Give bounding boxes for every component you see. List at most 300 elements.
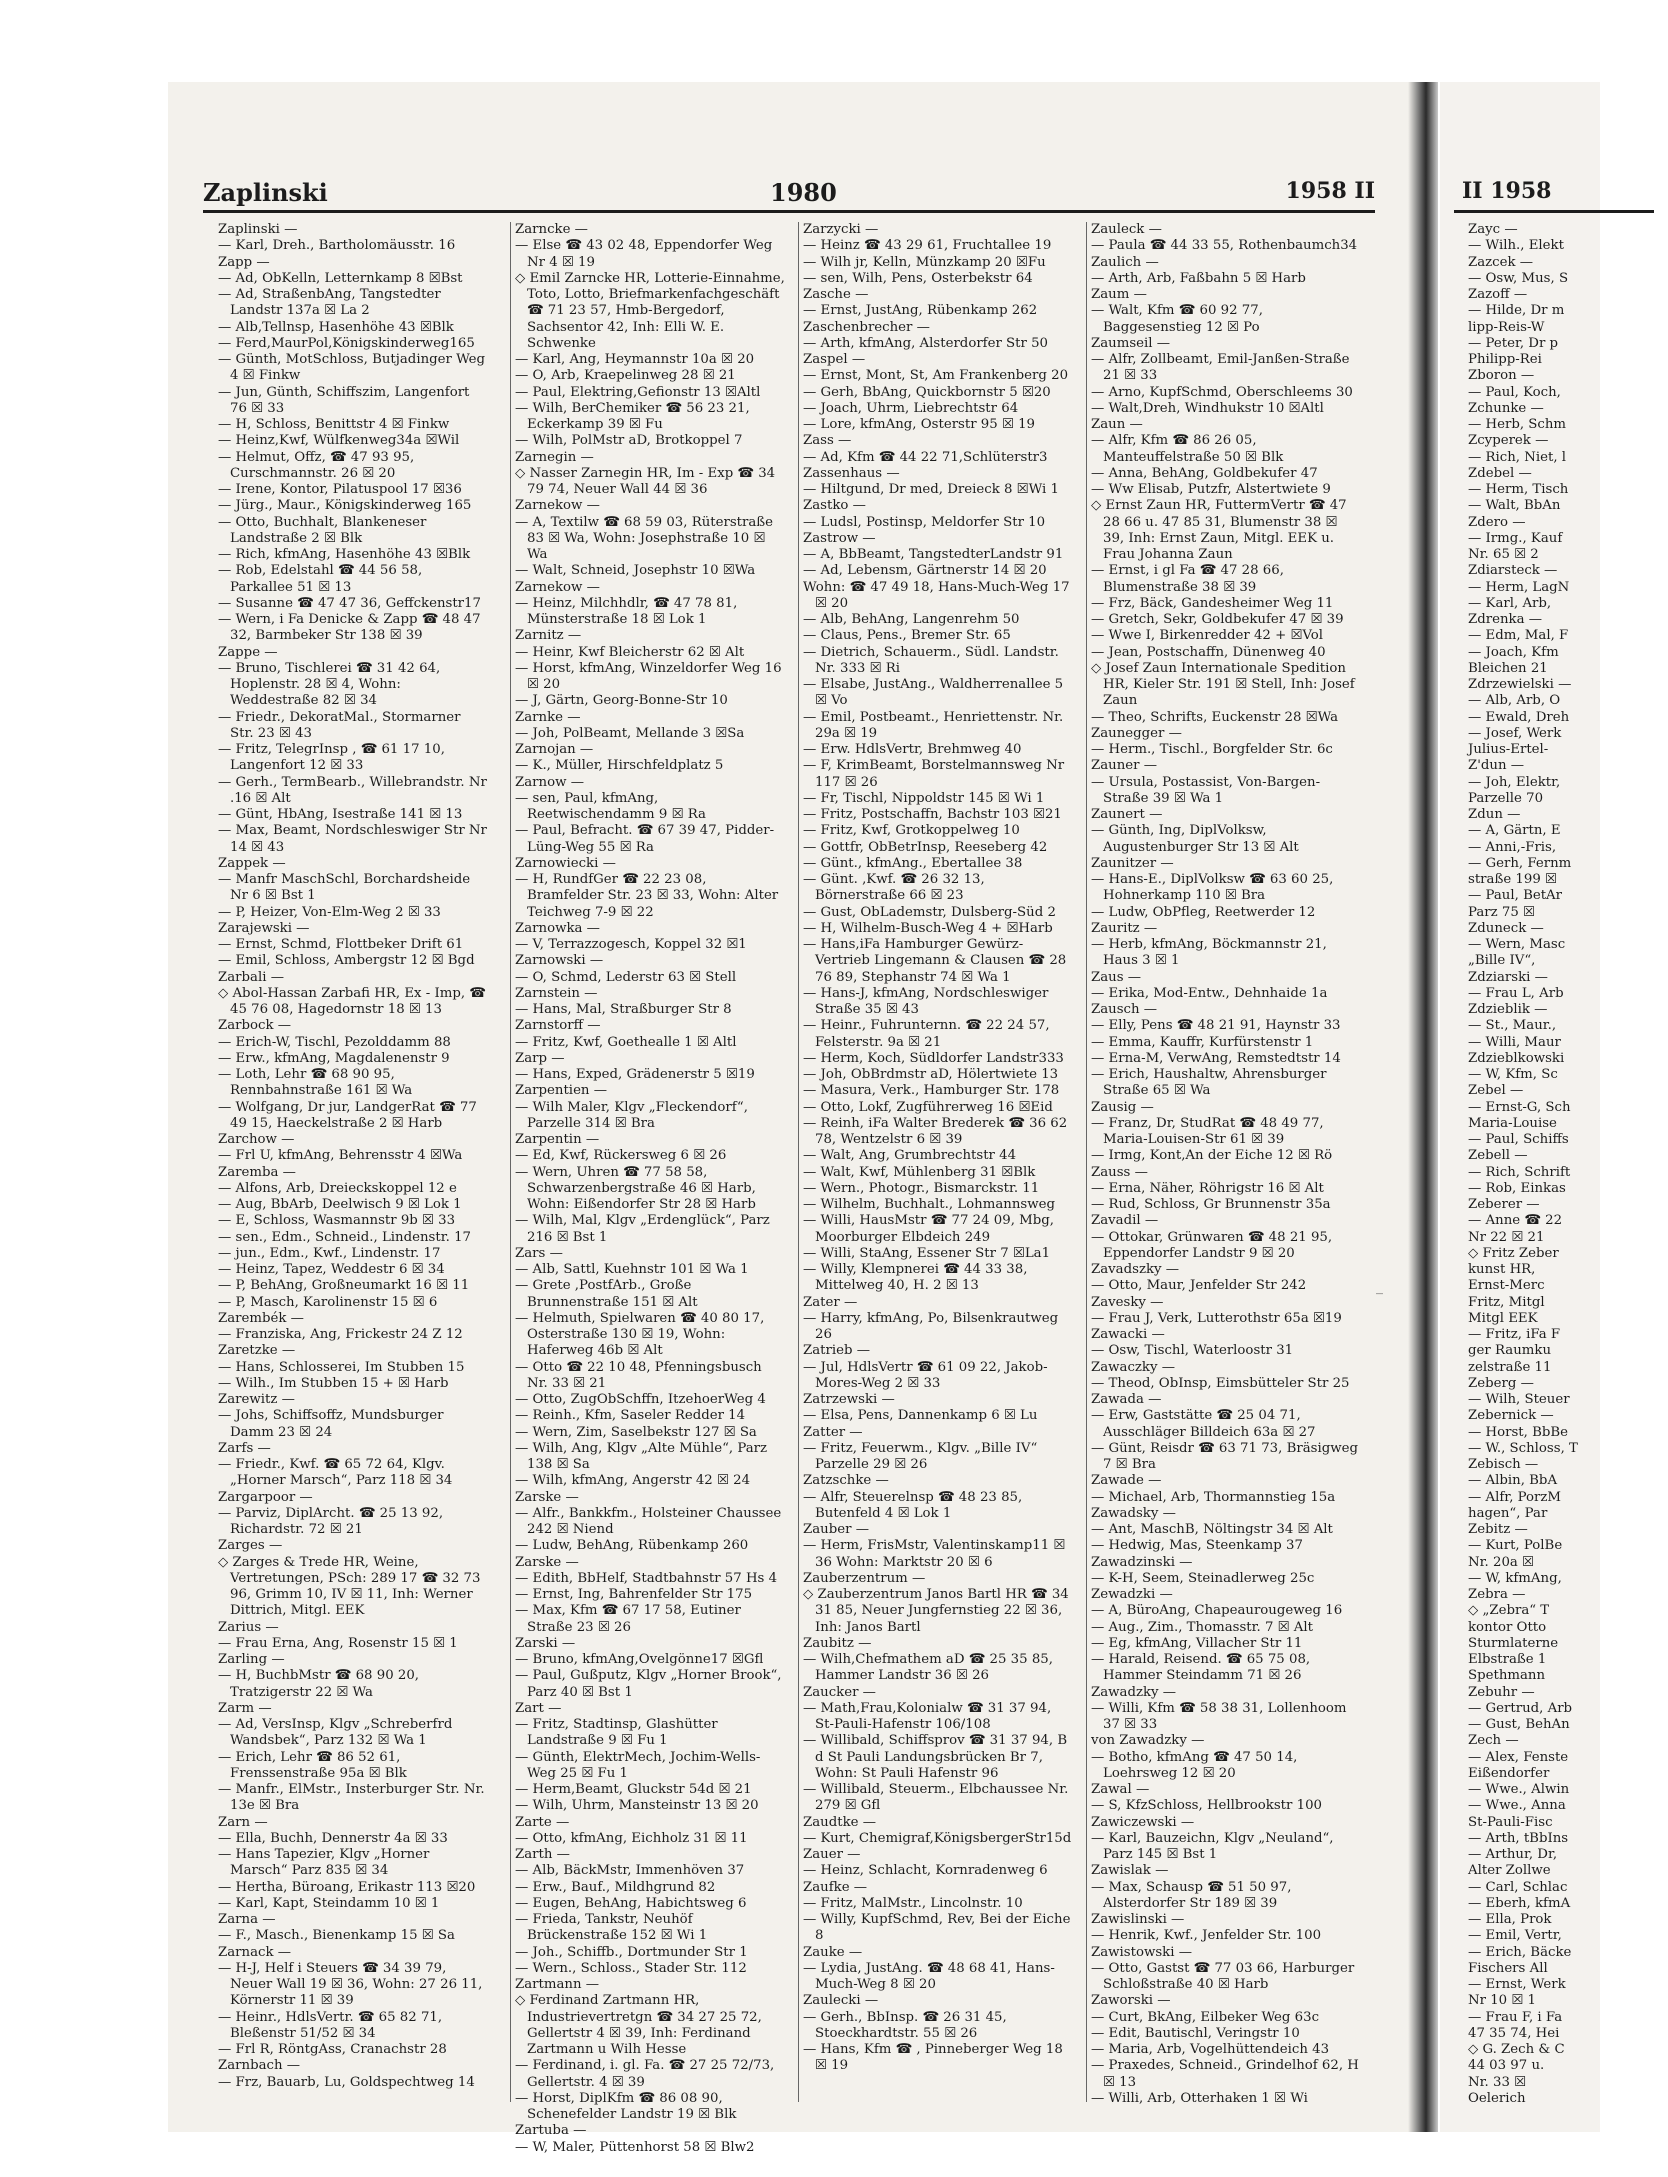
- directory-entry: — Wern., Schloss., Stader Str. 112: [515, 1960, 747, 1976]
- next-page-entry: St-Pauli-Fisc: [1468, 1814, 1553, 1830]
- directory-entry: Zauleck —: [1091, 222, 1162, 237]
- directory-entry: Zarewitz —: [218, 1392, 295, 1407]
- directory-entry: Zaretzke —: [218, 1343, 296, 1359]
- directory-entry: — Else ☎ 43 02 48, Eppendorfer Weg Nr 4 ☒ 19: [515, 238, 773, 270]
- directory-entry: — Arth, kfmAng, Alsterdorfer Str 50: [803, 335, 1049, 351]
- directory-entry: — Harald, Reisend. ☎ 65 75 08, Hammer Steindamm 71 ☒ 26: [1091, 1652, 1311, 1684]
- directory-entry: — Erich-W, Tischl, Pezolddamm 88: [218, 1034, 451, 1050]
- directory-entry: — Günth, Ing, DiplVolksw, Augustenburger Str 13 ☒ Alt: [1091, 823, 1299, 855]
- directory-entry: — Willibald, Steuerm., Elbchaussee Nr. 279 ☒ Gfl: [803, 1782, 1069, 1814]
- directory-entry: — Hans, Mal, Straßburger Str 8: [515, 1002, 732, 1017]
- directory-entry: — Emma, Kauffr, Kurfürstenstr 1: [1091, 1034, 1314, 1050]
- directory-entry: — Heinr., HdlsVertr. ☎ 65 82 71, Bleßenstr 51/52 ☒ 34: [218, 2009, 443, 2041]
- directory-entry: — O, Arb, Kraepelinweg 28 ☒ 21: [515, 368, 736, 384]
- directory-entry: — Willy, Klempnerei ☎ 44 33 38, Mittelweg 40, H. 2 ☒ 13: [803, 1262, 1028, 1294]
- directory-entry: — Friedr., DekoratMal., Stormarner Str. 23 ☒ 43: [218, 709, 461, 741]
- directory-entry: — Paul, Gußputz, Klgv „Horner Brook“, Parz 40 ☒ Bst 1: [515, 1668, 782, 1700]
- directory-entry: — Frz, Bauarb, Lu, Goldspechtweg 14: [218, 2074, 475, 2090]
- directory-entry: Zavadszky —: [1091, 1262, 1180, 1277]
- next-page-entry: — Anni,-Fris,: [1468, 839, 1557, 855]
- directory-entry: Zewadzki —: [1091, 1587, 1173, 1602]
- directory-entry: — Paul, Elektring,Gefionstr 13 ☒Altl: [515, 384, 761, 400]
- directory-entry: — Walt, Ang, Grumbrechtstr 44: [803, 1148, 1017, 1164]
- directory-entry: — Emil, Postbeamt., Henriettenstr. Nr. 29a ☒ 19: [803, 709, 1064, 741]
- header-first-name: Zaplinski: [203, 178, 328, 207]
- directory-entry: — Ella, Buchh, Dennerstr 4a ☒ 33: [218, 1830, 448, 1846]
- directory-entry: — Anna, BehAng, Goldbekufer 47: [1091, 465, 1318, 481]
- next-page-entry: Nr 22 ☒ 21: [1468, 1229, 1545, 1245]
- directory-entry: Zawislak —: [1091, 1863, 1169, 1879]
- directory-entry: — Reinh., Kfm, Saseler Redder 14: [515, 1408, 746, 1424]
- next-page-entry: — Albin, BbA: [1468, 1473, 1558, 1489]
- directory-entry: — Otto, kfmAng, Eichholz 31 ☒ 11: [515, 1830, 748, 1846]
- column-2: [510, 222, 785, 2155]
- directory-entry: — Emil, Schloss, Ambergstr 12 ☒ Bgd: [218, 953, 475, 969]
- directory-entry: — Wilh jr, Kelln, Münzkamp 20 ☒Fu: [803, 254, 1046, 270]
- directory-entry: — E, Schloss, Wasmannstr 9b ☒ 33: [218, 1213, 456, 1229]
- directory-entry: — Herm,Beamt, Gluckstr 54d ☒ 21: [515, 1782, 752, 1797]
- directory-entry: Zastrow —: [803, 530, 876, 546]
- next-page-entry: — Erich, Bäcke: [1468, 1944, 1572, 1960]
- next-page-entry: — W, kfmAng,: [1468, 1570, 1562, 1586]
- directory-entry: — O, Schmd, Lederstr 63 ☒ Stell: [515, 969, 737, 985]
- directory-entry: — P, BehAng, Großneumarkt 16 ☒ 11: [218, 1278, 470, 1294]
- next-page-entry: — Wern, Masc: [1468, 937, 1566, 952]
- directory-entry: — Lore, kfmAng, Osterstr 95 ☒ 19: [803, 417, 1036, 432]
- next-page-entry: hagen“, Par: [1468, 1505, 1548, 1521]
- next-page-entry: — Josef, Werk: [1468, 725, 1562, 741]
- directory-entry: — Arth, Arb, Faßbahn 5 ☒ Harb: [1091, 270, 1306, 286]
- directory-entry: — Otto ☎ 22 10 48, Pfenningsbusch Nr. 33 ☒ 21: [515, 1359, 762, 1391]
- directory-entry: Zater —: [803, 1294, 858, 1310]
- directory-entry: Zausch —: [1091, 1002, 1158, 1017]
- directory-entry: — Wilh, BerChemiker ☎ 56 23 21, Eckerkamp 39 ☒ Fu: [515, 400, 750, 432]
- directory-entry: — Masura, Verk., Hamburger Str. 178: [803, 1083, 1060, 1099]
- directory-entry: Zawade —: [1091, 1473, 1162, 1489]
- next-page-entry: Maria-Louise: [1468, 1115, 1557, 1131]
- next-page-entry: ◇ „Zebra“ T: [1468, 1603, 1550, 1619]
- directory-entry: — Ferd,MaurPol,Königskinderweg165: [218, 335, 475, 351]
- directory-entry: — H, Wilhelm-Busch-Weg 4 + ☒Harb: [803, 920, 1053, 936]
- directory-entry: — Eg, kfmAng, Villacher Str 11: [1091, 1635, 1303, 1651]
- directory-entry: Zass —: [803, 433, 852, 449]
- directory-entry: — A, BüroAng, Chapeaurougeweg 16: [1091, 1603, 1343, 1619]
- next-page-entry: — Ewald, Dreh: [1468, 709, 1570, 725]
- directory-entry: — Curt, BkAng, Eilbeker Weg 63c: [1091, 2009, 1320, 2025]
- next-page-entry: — Joach, Kfm: [1468, 644, 1559, 660]
- next-page-entry: — Edm, Mal, F: [1468, 628, 1569, 644]
- next-page-entry: ger Raumku: [1468, 1343, 1552, 1359]
- directory-entry: — Wilh., Im Stubben 15 + ☒ Harb: [218, 1375, 449, 1391]
- next-page-entry: Zdun —: [1468, 807, 1521, 822]
- directory-entry: Zawadsky —: [1091, 1505, 1176, 1521]
- next-page-entry: Zdero —: [1468, 514, 1526, 530]
- next-page-entry: — Osw, Mus, S: [1468, 270, 1569, 286]
- directory-entry: — Karl, Kapt, Steindamm 10 ☒ 1: [218, 1895, 440, 1911]
- next-page-entry: Zebra —: [1468, 1587, 1526, 1602]
- next-page-entry: — Fritz, iFa F: [1468, 1327, 1561, 1342]
- directory-entry: Zarnack —: [218, 1944, 292, 1960]
- directory-entry: Zaschenbrecher —: [803, 319, 930, 335]
- directory-entry: Zaun —: [1091, 417, 1143, 432]
- directory-entry: — Gust, ObLademstr, Dulsberg-Süd 2: [803, 904, 1056, 920]
- next-page-entry: — W., Schloss, T: [1468, 1440, 1578, 1456]
- directory-entry: — Jun, Günth, Schiffszim, Langenfort 76 ☒ 33: [218, 384, 470, 416]
- directory-entry: Zausig —: [1091, 1099, 1154, 1115]
- directory-entry: Zastko —: [803, 498, 866, 514]
- directory-entry: — Hedwig, Mas, Steenkamp 37: [1091, 1538, 1303, 1554]
- directory-entry: — Wern., Photogr., Bismarckstr. 11: [803, 1180, 1040, 1196]
- directory-entry: — K-H, Seem, Steinadlerweg 25c: [1091, 1570, 1315, 1586]
- directory-entry: — K., Müller, Hirschfeldplatz 5: [515, 758, 724, 774]
- directory-entry: — Erna, Näher, Röhrigstr 16 ☒ Alt: [1091, 1180, 1324, 1196]
- directory-entry: — Wilh, Ang, Klgv „Alte Mühle“, Parz 138 ☒ Sa: [515, 1440, 767, 1472]
- directory-entry: Zarius —: [218, 1619, 279, 1635]
- directory-entry: Zart —: [515, 1700, 562, 1716]
- next-page-entry: Fritz, Mitgl: [1468, 1294, 1545, 1310]
- directory-entry: — Ferdinand, i. gl. Fa. ☎ 27 25 72/73, Gellertstr. 4 ☒ 39: [515, 2058, 775, 2090]
- directory-entry: — Willibald, Schiffsprov ☎ 31 37 94, B d St Pauli Landungsbrücken Br 7, Wohn: St Pauli Hafenstr 96: [803, 1733, 1068, 1781]
- directory-entry: Zauner —: [1091, 758, 1158, 774]
- directory-entry: Zaworski —: [1091, 1993, 1171, 2009]
- directory-entry: Zarajewski —: [218, 920, 310, 936]
- directory-entry: — Herm, Koch, Südldorfer Landstr333: [803, 1050, 1064, 1066]
- directory-entry: Zauss —: [1091, 1164, 1148, 1180]
- directory-entry: — Herm., Tischl., Borgfelder Str. 6c: [1091, 742, 1333, 757]
- directory-entry: Zarnbach —: [218, 2058, 301, 2074]
- directory-entry: — Claus, Pens., Bremer Str. 65: [803, 628, 1011, 644]
- next-page-entry: Zdiarsteck —: [1468, 563, 1558, 579]
- directory-entry: — Ludw, ObPfleg, Reetwerder 12: [1091, 904, 1316, 920]
- next-page-edge: [1440, 82, 1600, 2132]
- book-gutter: [1408, 82, 1438, 2132]
- directory-entry: Zarpentin —: [515, 1132, 600, 1147]
- directory-entry: — Frz, Bäck, Gandesheimer Weg 11: [1091, 595, 1334, 611]
- next-page-entry: — Alfr, PorzM: [1468, 1489, 1562, 1505]
- header-year-part: 1958 II: [1285, 178, 1375, 204]
- directory-entry: — Günt, HbAng, Isestraße 141 ☒ 13: [218, 807, 463, 822]
- next-page-entry: Zech —: [1468, 1733, 1519, 1749]
- next-page-entry: zelstraße 11: [1468, 1359, 1552, 1375]
- directory-entry: — Günth, MotSchloss, Butjadinger Weg 4 ☒ Finkw: [218, 352, 486, 384]
- directory-entry: — Theo, Schrifts, Euckenstr 28 ☒Wa: [1091, 709, 1339, 725]
- directory-entry: — Wilhelm, Buchhalt., Lohmannsweg: [803, 1197, 1055, 1212]
- directory-entry: — Heinz, Tapez, Weddestr 6 ☒ 34: [218, 1262, 445, 1277]
- directory-entry: — Alfr, Zollbeamt, Emil-Janßen-Straße 21 ☒ 33: [1091, 352, 1350, 384]
- directory-entry: Zaulich —: [1091, 254, 1159, 270]
- column-4: [1086, 222, 1361, 2106]
- directory-entry: — Osw, Tischl, Waterloostr 31: [1091, 1343, 1294, 1359]
- next-page-entry: — Arth, tBbIns: [1468, 1830, 1569, 1846]
- next-page-entry: Zdrenka —: [1468, 612, 1543, 627]
- next-page-entry: Eißendorfer: [1468, 1765, 1550, 1781]
- directory-entry: Zasche —: [803, 287, 869, 302]
- directory-entry: Zaus —: [1091, 969, 1142, 985]
- directory-entry: — Ernst, i gl Fa ☎ 47 28 66, Blumenstraße 38 ☒ 39: [1091, 563, 1284, 595]
- next-page-entry: — Rich, Niet, l: [1468, 449, 1567, 465]
- header-page-number: 1980: [770, 178, 837, 207]
- directory-entry: — Otto, Buchhalt, Blankeneser Landstraße 2 ☒ Blk: [218, 514, 427, 546]
- next-page-entry: Zebernick —: [1468, 1408, 1554, 1424]
- directory-entry: — H, BuchbMstr ☎ 68 90 20, Tratzigerstr 22 ☒ Wa: [218, 1668, 420, 1700]
- next-page-rule: [1454, 210, 1654, 213]
- directory-entry: — Praxedes, Schneid., Grindelhof 62, H ☒ 13: [1091, 2058, 1359, 2090]
- next-page-entry: Ernst-Merc: [1468, 1278, 1545, 1294]
- directory-entry: — Arno, KupfSchmd, Oberschleems 30: [1091, 384, 1353, 400]
- directory-entry: Zaspel —: [803, 352, 866, 367]
- next-page-entry: — Paul, BetAr: [1468, 888, 1563, 904]
- directory-entry: — Erna-M, VerwAng, Remstedtstr 14: [1091, 1050, 1341, 1066]
- directory-entry: — Hans Tapezier, Klgv „Horner Marsch“ Parz 835 ☒ 34: [218, 1847, 430, 1879]
- directory-entry: — Theod, ObInsp, Eimsbütteler Str 25: [1091, 1375, 1350, 1391]
- directory-entry: — P, Masch, Karolinenstr 15 ☒ 6: [218, 1294, 438, 1310]
- directory-entry: — Max, Schausp ☎ 51 50 97, Alsterdorfer Str 189 ☒ 39: [1091, 1879, 1292, 1911]
- directory-entry: — Joach, Uhrm, Liebrechtstr 64: [803, 400, 1019, 416]
- next-page-entry: — St., Maur.,: [1468, 1018, 1557, 1034]
- directory-entry: — Otto, ZugObSchffn, ItzehoerWeg 4: [515, 1392, 766, 1407]
- directory-entry: — Gottfr, ObBetrInsp, Reeseberg 42: [803, 839, 1048, 855]
- directory-entry: — Michael, Arb, Thormannstieg 15a: [1091, 1489, 1336, 1505]
- directory-entry: — Max, Beamt, Nordschleswiger Str Nr 14 ☒ 43: [218, 823, 487, 855]
- directory-entry: Zarth —: [515, 1847, 570, 1862]
- directory-entry: — Eugen, BehAng, Habichtsweg 6: [515, 1895, 747, 1911]
- directory-entry: Zarte —: [515, 1814, 570, 1830]
- next-page-entry: — Kurt, PolBe: [1468, 1538, 1563, 1554]
- directory-entry: — Frau Erna, Ang, Rosenstr 15 ☒ 1: [218, 1635, 458, 1651]
- next-page-entry: 47 35 74, Hei: [1468, 2025, 1560, 2041]
- directory-entry: — Wolfgang, Dr jur, LandgerRat ☎ 77 49 15, Haeckelstraße 2 ☒ Harb: [218, 1099, 477, 1131]
- directory-entry: Zawaczky —: [1091, 1359, 1176, 1375]
- next-page-entry: — Ernst, Werk: [1468, 1977, 1566, 1992]
- next-page-entry: — Horst, BbBe: [1468, 1424, 1569, 1440]
- directory-entry: — Gerh., TermBearb., Willebrandstr. Nr .16 ☒ Alt: [218, 774, 487, 806]
- directory-entry: Zavadil —: [1091, 1213, 1159, 1229]
- next-page-entry: — Alex, Fenste: [1468, 1749, 1569, 1765]
- directory-entry: — J, Gärtn, Georg-Bonne-Str 10: [515, 693, 728, 709]
- directory-entry: — Frau J, Verk, Lutterothstr 65a ☒19: [1091, 1310, 1342, 1326]
- next-page-entry: Zayc —: [1468, 222, 1518, 237]
- next-page-entry: Zebitz —: [1468, 1522, 1528, 1537]
- directory-entry: Zawal —: [1091, 1782, 1150, 1797]
- directory-entry: — Hans-J, kfmAng, Nordschleswiger Straße 35 ☒ 43: [803, 985, 1049, 1017]
- directory-entry: — Grete ,PostfArb., Große Brunnenstraße 151 ☒ Alt: [515, 1278, 698, 1310]
- directory-entry: Zarske —: [515, 1554, 579, 1570]
- next-page-entry: — Peter, Dr p: [1468, 335, 1559, 351]
- directory-entry: Zawistowski —: [1091, 1944, 1193, 1960]
- directory-entry: Zarnowiecki —: [515, 855, 616, 871]
- directory-entry: Zaplinski —: [218, 222, 298, 237]
- directory-entry: Zaunitzer —: [1091, 855, 1174, 871]
- directory-entry: — Wilh, Mal, Klgv „Erdenglück“, Parz 216 ☒ Bst 1: [515, 1213, 770, 1245]
- directory-entry: — V, Terrazzogesch, Koppel 32 ☒1: [515, 937, 747, 952]
- directory-entry: — Parviz, DiplArcht. ☎ 25 13 92, Richardstr. 72 ☒ 21: [218, 1505, 444, 1537]
- directory-entry: Zarnekow —: [515, 498, 600, 514]
- next-page-entry: Bleichen 21: [1468, 660, 1548, 676]
- directory-entry: — Franz, Dr, StudRat ☎ 48 49 77, Maria-Louisen-Str 61 ☒ 39: [1091, 1115, 1324, 1147]
- next-page-entry: — Herm, LagN: [1468, 579, 1570, 595]
- directory-entry: Zawadzky —: [1091, 1684, 1177, 1700]
- directory-entry: Zatzschke —: [803, 1473, 889, 1489]
- next-page-entry: — Gust, BehAn: [1468, 1717, 1570, 1732]
- directory-entry: — Günt, Reisdr ☎ 63 71 73, Bräsigweg 7 ☒ Bra: [1091, 1440, 1358, 1472]
- next-page-entry: Zdziarski —: [1468, 969, 1548, 985]
- directory-entry: — Wilh, Uhrm, Mansteinstr 13 ☒ 20: [515, 1798, 759, 1814]
- next-page-entry: lipp-Reis-W: [1468, 319, 1545, 335]
- directory-entry: — Alfr, Steuerelnsp ☎ 48 23 85, Butenfeld 4 ☒ Lok 1: [803, 1489, 1023, 1521]
- directory-entry: — P, Heizer, Von-Elm-Weg 2 ☒ 33: [218, 904, 441, 920]
- directory-entry: Zawada —: [1091, 1392, 1162, 1407]
- directory-entry: — sen, Paul, kfmAng, Reetwischendamm 9 ☒ Ra: [515, 790, 706, 822]
- next-page-entry: — Gerh, Fernm: [1468, 855, 1572, 871]
- directory-entry: Zapp —: [218, 254, 270, 270]
- directory-entry: Zaumseil —: [1091, 335, 1171, 351]
- directory-entry: — Ad, Kfm ☎ 44 22 71,Schlüterstr3: [803, 449, 1048, 465]
- directory-entry: — Willi, HausMstr ☎ 77 24 09, Mbg, Moorburger Elbdeich 249: [803, 1213, 1055, 1245]
- directory-entry: Zaum —: [1091, 287, 1147, 302]
- directory-entry: Zarncke —: [515, 222, 588, 237]
- next-page-entry: Zazcek —: [1468, 254, 1534, 270]
- directory-entry: — Fritz, MalMstr., Lincolnstr. 10: [803, 1895, 1023, 1911]
- directory-entry: — Loth, Lehr ☎ 68 90 95, Rennbahnstraße 161 ☒ Wa: [218, 1067, 413, 1099]
- directory-entry: ◇ Zarges & Trede HR, Weine, Vertretungen, PSch: 289 17 ☎ 32 73 96, Grimm 10, IV ☒ 11, Inh: Werner Dittrich, Mitgl. EEK: [218, 1554, 481, 1619]
- directory-entry: Zarnow —: [515, 774, 584, 790]
- directory-entry: ◇ Ernst Zaun HR, FuttermVertr ☎ 47 28 66 u. 47 85 31, Blumenstr 38 ☒ 39, Inh: Ernst Zaun, Mitgl. EEK u. Frau Johanna Zaun: [1091, 498, 1347, 562]
- next-page-entry: Nr. 20a ☒: [1468, 1554, 1534, 1570]
- next-page-entry: — Irmg., Kauf: [1468, 530, 1563, 546]
- directory-entry: — Gerh., BbInsp. ☎ 26 31 45, Stoeckhardtstr. 55 ☒ 26: [803, 2009, 1007, 2041]
- directory-entry: — Willi, Arb, Otterhaken 1 ☒ Wi: [1091, 2090, 1308, 2106]
- directory-entry: — Ant, MaschB, Nöltingstr 34 ☒ Alt: [1091, 1522, 1333, 1537]
- directory-entry: Zarpentien —: [515, 1083, 608, 1099]
- directory-entry: — A, Textilw ☎ 68 59 03, Rüterstraße 83 ☒ Wa, Wohn: Josephstraße 10 ☒ Wa: [515, 514, 774, 562]
- directory-entry: — S, KfzSchloss, Hellbrookstr 100: [1091, 1798, 1322, 1814]
- next-page-entry: — Ella, Prok: [1468, 1912, 1552, 1927]
- directory-entry: Zaudtke —: [803, 1814, 877, 1830]
- directory-entry: — Wern, Zim, Saselbekstr 127 ☒ Sa: [515, 1424, 757, 1440]
- directory-entry: — Günt., kfmAng., Ebertallee 38: [803, 855, 1023, 871]
- directory-entry: — Max, Kfm ☎ 67 17 58, Eutiner Straße 23 ☒ 26: [515, 1603, 741, 1635]
- directory-entry: — F., Masch., Bienenkamp 15 ☒ Sa: [218, 1928, 455, 1944]
- next-page-entry: 44 03 97 u.: [1468, 2058, 1545, 2074]
- directory-entry: — Karl, Bauzeichn, Klgv „Neuland“, Parz 145 ☒ Bst 1: [1091, 1830, 1334, 1862]
- directory-entry: Zarbock —: [218, 1018, 292, 1034]
- next-page-entry: — Wwe., Anna: [1468, 1798, 1566, 1814]
- next-page-entry: Sturmlaterne: [1468, 1635, 1559, 1651]
- next-page-entry: Zdebel —: [1468, 465, 1532, 481]
- directory-entry: — Erika, Mod-Entw., Dehnhaide 1a: [1091, 985, 1328, 1001]
- directory-entry: — Rich, kfmAng, Hasenhöhe 43 ☒Blk: [218, 547, 471, 562]
- next-page-entry: — Wwe., Alwin: [1468, 1782, 1570, 1797]
- next-page-entry: Zboron —: [1468, 368, 1535, 384]
- directory-entry: — Fritz, Feuerwm., Klgv. „Bille IV“ Parzelle 29 ☒ 26: [803, 1440, 1038, 1472]
- directory-entry: ◇ Josef Zaun Internationale Spedition HR, Kieler Str. 191 ☒ Stell, Inh: Josef Zaun: [1091, 660, 1355, 709]
- directory-entry: Zartuba —: [515, 2123, 587, 2139]
- directory-entry: — Walt, Schneid, Josephstr 10 ☒Wa: [515, 563, 756, 579]
- directory-entry: — Botho, kfmAng ☎ 47 50 14, Loehrsweg 12 ☒ 20: [1091, 1749, 1298, 1781]
- next-page-entry: — Paul, Schiffs: [1468, 1132, 1569, 1147]
- directory-entry: Zaunert —: [1091, 807, 1163, 822]
- next-page-entry: — Hilde, Dr m: [1468, 303, 1565, 319]
- directory-entry: — Wwe I, Birkenredder 42 + ☒Vol: [1091, 628, 1324, 644]
- directory-entry: — Ernst, Schmd, Flottbeker Drift 61: [218, 937, 464, 952]
- page-header: [203, 178, 1375, 208]
- directory-entry: — Heinr, Kwf Bleicherstr 62 ☒ Alt: [515, 644, 745, 660]
- directory-entry: — Erw., kfmAng, Magdalenenstr 9: [218, 1050, 450, 1066]
- column-3: [798, 222, 1073, 2102]
- directory-entry: — Fritz, Stadtinsp, Glashütter Landstraße 9 ☒ Fu 1: [515, 1717, 718, 1749]
- directory-entry: Zarnojan —: [515, 742, 594, 757]
- next-page-entry: Nr 10 ☒ 1: [1468, 1993, 1536, 2009]
- next-page-entry: — Anne ☎ 22: [1468, 1213, 1563, 1229]
- next-page-entry: Zebel —: [1468, 1083, 1524, 1099]
- directory-entry: — Willi, StaAng, Essener Str 7 ☒La1: [803, 1245, 1051, 1261]
- directory-entry: — H-J, Helf i Steuers ☎ 34 39 79, Neuer Wall 19 ☒ 36, Wohn: 27 26 11, Körnerstr 11 ☒ 39: [218, 1960, 483, 2009]
- directory-entry: — Jul, HdlsVertr ☎ 61 09 22, Jakob-Mores-Weg 2 ☒ 33: [803, 1359, 1048, 1391]
- directory-entry: — Erich, Haushaltw, Ahrensburger Straße 65 ☒ Wa: [1091, 1067, 1327, 1099]
- directory-columns: [218, 222, 1375, 2155]
- directory-entry: Zars —: [515, 1245, 563, 1261]
- next-page-entry: Zchunke —: [1468, 400, 1544, 416]
- directory-entry: — Alfons, Arb, Dreieckskoppel 12 e: [218, 1180, 457, 1196]
- directory-entry: Zawiczewski —: [1091, 1814, 1195, 1830]
- directory-entry: ◇ Emil Zarncke HR, Lotterie-Einnahme, Toto, Lotto, Briefmarkenfachgeschäft ☎ 71 23 57, Hmb-Bergedorf, Sachsentor 42, Inh: Elli W. E. Schwenke: [515, 270, 785, 351]
- directory-entry: — Joh, ObBrdmstr aD, Hölertwiete 13: [803, 1067, 1059, 1082]
- directory-entry: Zassenhaus —: [803, 465, 900, 481]
- directory-entry: — Bruno, kfmAng,Ovelgönne17 ☒Gfl: [515, 1652, 764, 1667]
- next-page-entry: — Carl, Schlac: [1468, 1879, 1568, 1895]
- directory-entry: Zarnstein —: [515, 985, 598, 1001]
- directory-entry: — Harry, kfmAng, Po, Bilsenkrautweg 26: [803, 1310, 1059, 1342]
- directory-entry: Zarnegin —: [515, 449, 594, 465]
- directory-entry: — Ad, Lebensm, Gärtnerstr 14 ☒ 20: [803, 563, 1047, 579]
- directory-entry: — Joh., Schiffb., Dortmunder Str 1: [515, 1944, 748, 1960]
- directory-entry: Zappek —: [218, 855, 286, 871]
- next-page-entry: Zeberer —: [1468, 1197, 1540, 1212]
- directory-entry: — Erw. HdlsVertr, Brehmweg 40: [803, 742, 1022, 757]
- next-page-entry: — Wilh., Elekt: [1468, 238, 1564, 254]
- directory-entry: — Wilh, kfmAng, Angerstr 42 ☒ 24: [515, 1473, 751, 1489]
- next-page-entry: — Rich, Schrift: [1468, 1164, 1571, 1180]
- next-page-entry: ◇ G. Zech & C: [1468, 2042, 1565, 2057]
- next-page-entry: kontor Otto: [1468, 1619, 1547, 1635]
- directory-entry: — Elly, Pens ☎ 48 21 91, Haynstr 33: [1091, 1018, 1341, 1034]
- next-page-entry: — Willi, Maur: [1468, 1034, 1561, 1050]
- directory-entry: Zaucker —: [803, 1684, 876, 1700]
- directory-entry: — Hans, Schlosserei, Im Stubben 15: [218, 1359, 465, 1375]
- directory-entry: — Günth, ElektrMech, Jochim-Wells-Weg 25 ☒ Fu 1: [515, 1749, 761, 1781]
- next-page-entry: — Eberh, kfmA: [1468, 1895, 1571, 1911]
- directory-entry: — Alb, BehAng, Langenrehm 50: [803, 612, 1020, 627]
- directory-entry: — Frl U, kfmAng, Behrensstr 4 ☒Wa: [218, 1148, 463, 1164]
- directory-entry: — Otto, Maur, Jenfelder Str 242: [1091, 1278, 1307, 1294]
- directory-entry: — Heinz, Milchhdlr, ☎ 47 78 81, Münsterstraße 18 ☒ Lok 1: [515, 595, 738, 627]
- directory-entry: von Zawadzky —: [1091, 1733, 1205, 1749]
- next-page-entry: — Arthur, Dr,: [1468, 1847, 1558, 1862]
- directory-entry: — Ad, ObKelln, Letternkamp 8 ☒Bst: [218, 270, 463, 286]
- next-page-entry: Zebell —: [1468, 1148, 1528, 1164]
- next-page-entry: — Joh, Elektr,: [1468, 774, 1561, 790]
- directory-entry: — Herb, kfmAng, Böckmannstr 21, Haus 3 ☒ 1: [1091, 937, 1327, 969]
- directory-entry: — Jean, Postschaffn, Dünenweg 40: [1091, 644, 1326, 660]
- next-page-entry: „Bille IV“,: [1468, 953, 1536, 969]
- directory-entry: — Ludw, BehAng, Rübenkamp 260: [515, 1538, 749, 1554]
- directory-entry: — jun., Edm., Kwf., Lindenstr. 17: [218, 1245, 441, 1261]
- directory-entry: Zarp —: [515, 1050, 565, 1066]
- next-page-entry: Spethmann: [1468, 1668, 1546, 1684]
- directory-entry: — Dietrich, Schauerm., Südl. Landstr. Nr. 333 ☒ Ri: [803, 644, 1059, 676]
- directory-entry: ◇ Zauberzentrum Janos Bartl HR ☎ 34 31 85, Neuer Jungfernstieg 22 ☒ 36, Inh: Janos Bartl: [803, 1587, 1069, 1635]
- directory-entry: — Otto, Lokf, Zugführerweg 16 ☒Eid: [803, 1099, 1053, 1115]
